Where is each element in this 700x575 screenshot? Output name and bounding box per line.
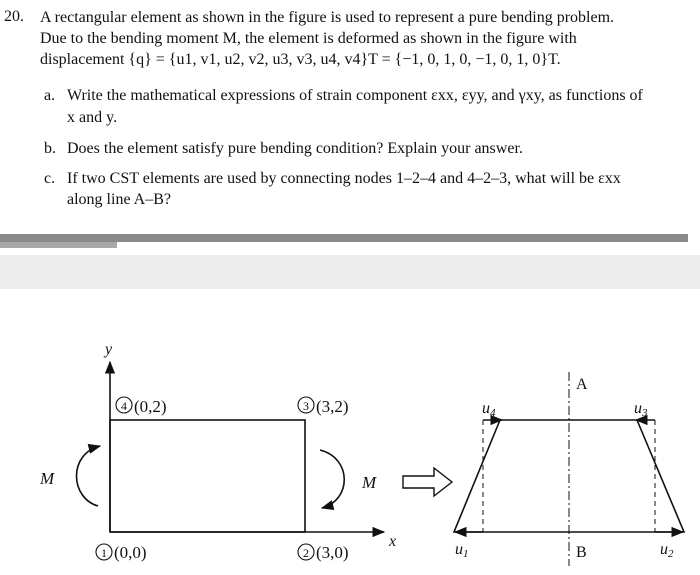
page-divider [0,234,700,252]
right-moment-label: M [362,473,377,492]
divider-bar [0,234,688,242]
part-c-line-1: If two CST elements are used by connecting nodes 1–2–4 and 4–2–3, what will be εxx [67,170,621,187]
node-3-coord: (3,2) [316,397,349,416]
bending-figure [0,289,700,570]
intro-line-2: Due to the bending moment M, the element is deformed as shown in the figure with [40,30,577,47]
x-axis-label: x [389,533,397,550]
label-u1: u1 [455,541,469,560]
page-gap [0,255,700,289]
left-moment-label: M [40,469,55,488]
part-c-label: c. [44,170,56,187]
label-u4: u4 [482,400,496,419]
intro-line-1: A rectangular element as shown in the figure is used to represent a pure bending problem. [40,9,615,26]
part-c-line-2: along line A–B? [67,191,171,208]
node-2-coord: (3,0) [316,543,349,562]
node-4-coord: (0,2) [134,397,167,416]
part-b-text: Does the element satisfy pure bending condition? Explain your answer. [67,140,523,157]
problem-statement [0,0,700,230]
node-2-number: 2 [303,546,309,560]
node-4-number: 4 [121,399,127,413]
label-b: B [576,544,587,561]
node-3-number: 3 [303,399,309,413]
label-u2: u2 [660,541,674,560]
problem-number: 20. [4,8,24,25]
divider-stub [0,242,117,248]
part-a-label: a. [44,87,56,104]
element-rectangle [110,420,305,532]
transform-arrow-icon [403,468,452,496]
node-1-coord: (0,0) [114,543,147,562]
intro-line-3: displacement {q} = {u1, v1, u2, v2, u3, v3, u4, v4}T = {−1, 0, 1, 0, −1, 0, 1, 0}T. [40,51,561,68]
label-u3: u3 [634,400,648,419]
y-axis-label: y [105,341,113,358]
figure-svg [0,289,700,570]
left-moment-arrow-icon [77,446,101,506]
part-a-line-1: Write the mathematical expressions of strain component εxx, εyy, and γxy, as functions of [67,87,643,104]
part-a-line-2: x and y. [67,109,118,126]
right-moment-arrow-icon [320,450,344,508]
part-b-label: b. [44,140,56,157]
label-a: A [576,376,588,393]
node-1-number: 1 [101,546,107,560]
